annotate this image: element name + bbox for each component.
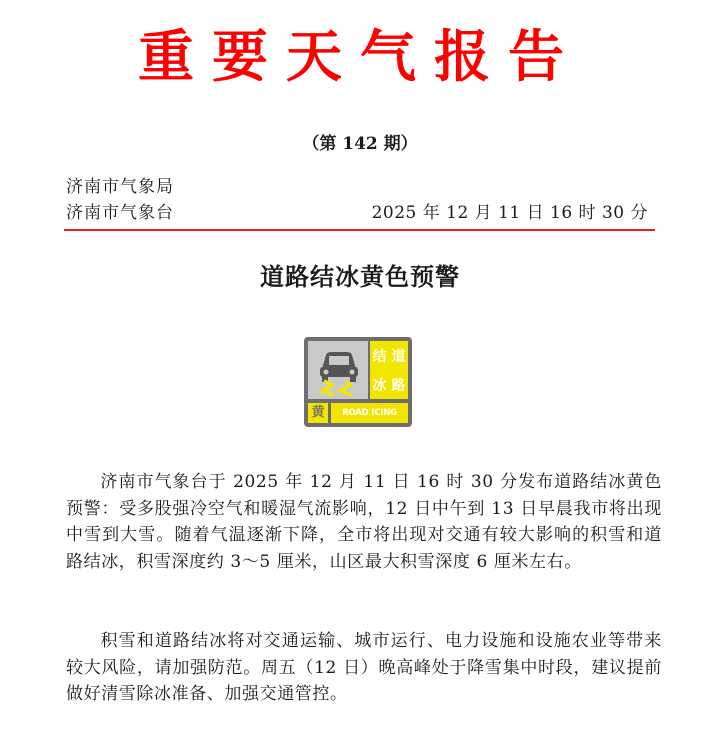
report-title: 重要天气报告 (138, 24, 582, 90)
road-icing-signal-icon (304, 337, 412, 427)
signal-char: 道 (391, 348, 406, 365)
paragraph-text: 济南市气象台于 2025 年 12 月 11 日 16 时 30 分发布道路结冰黄色预警：受多股强冷空气和暖湿气流影响，12 日中午到 13 日早晨我市将出现中雪到大雪。随着气温逐渐下降，全市将出现对交通有较大影响的积雪和道路结冰，积雪深度约 3～5 厘米，山区最大积雪深度 6 厘米左右。 (66, 472, 662, 572)
body-paragraph (66, 469, 662, 575)
warning-headline: 道路结冰黄色预警 (260, 262, 460, 291)
red-divider (64, 229, 655, 231)
signal-text-en: ROAD ICING (331, 403, 408, 423)
signal-char: 冰 (372, 377, 387, 394)
issuer-observatory: 济南市气象台 (66, 203, 174, 223)
issue-datetime: 2025 年 12 月 11 日 16 时 30 分 (371, 203, 648, 223)
signal-char: 路 (391, 377, 406, 394)
signal-text-cn (370, 341, 408, 399)
signal-char: 结 (372, 348, 387, 365)
issuer-bureau: 济南市气象局 (66, 177, 174, 197)
signal-level: 黄 (308, 403, 328, 423)
issue-number: （第 142 期） (302, 134, 418, 154)
body-paragraph (66, 628, 662, 708)
car-skid-icon (308, 341, 368, 399)
paragraph-text: 积雪和道路结冰将对交通运输、城市运行、电力设施和设施农业等带来较大风险，请加强防范。周五（12 日）晚高峰处于降雪集中时段，建议提前做好清雪除冰准备、加强交通管控。 (66, 631, 662, 704)
